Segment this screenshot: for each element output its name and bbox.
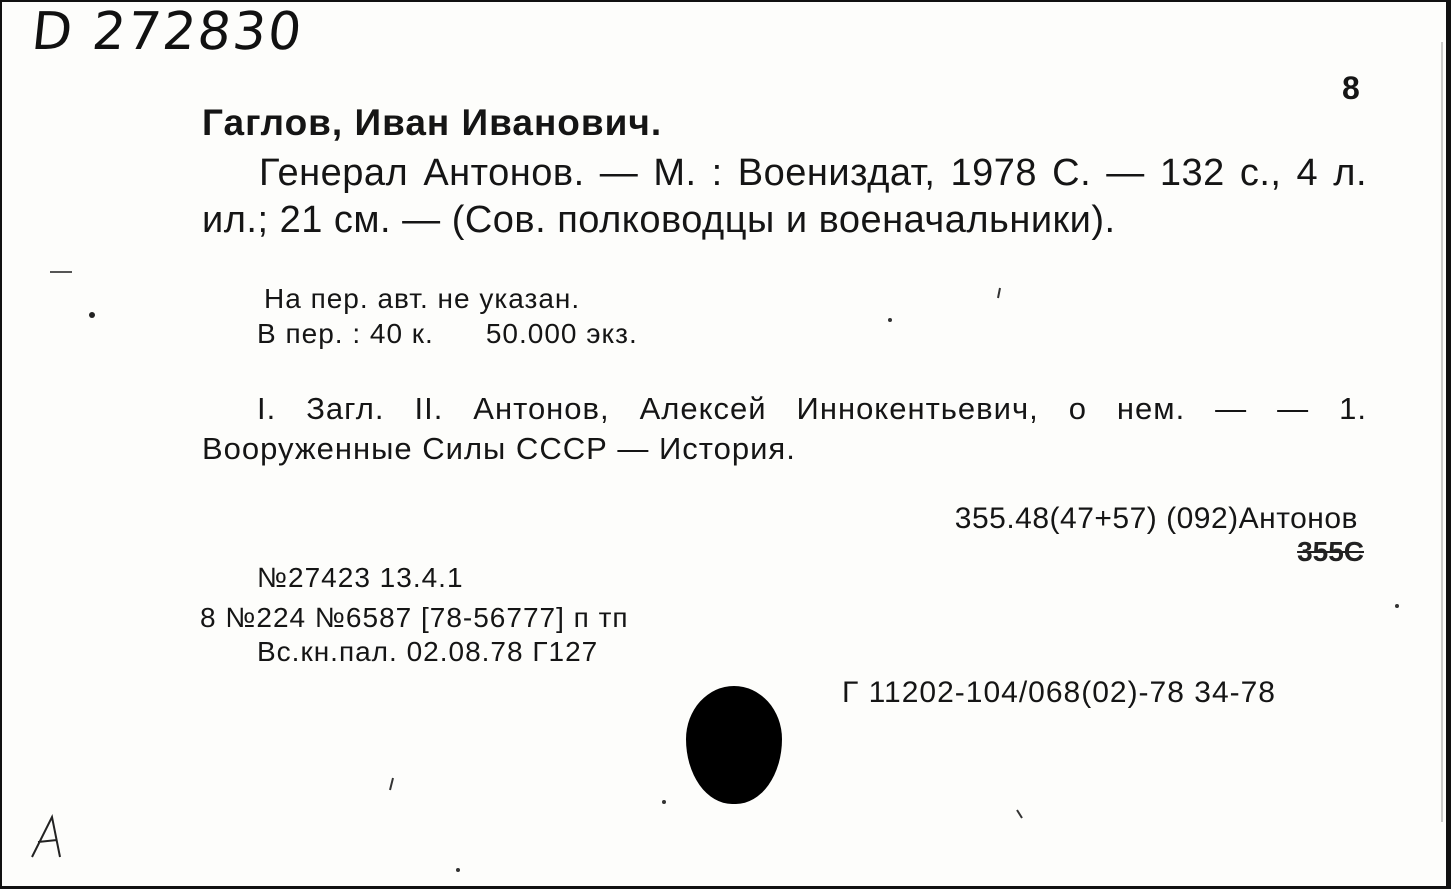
page-number: 8 <box>1342 70 1360 106</box>
catalog-line-3: Вс.кн.пал. 02.08.78 Г127 <box>257 636 599 667</box>
catalog-line-1: №27423 13.4.1 <box>257 562 464 593</box>
handwritten-inventory-number: D 272830 <box>28 2 307 62</box>
index-code: Г 11202-104/068(02)-78 34-78 <box>842 676 1276 709</box>
classification-code: 355.48(47+57) (092)Антонов <box>954 502 1358 535</box>
note-price: В пер. : 40 к. <box>257 318 434 349</box>
catalog-line-2: 8 №224 №6587 [78-56777] п тп <box>200 602 629 633</box>
author-heading: Гаглов, Иван Иванович. <box>202 102 663 143</box>
note-edition: 50.000 экз. <box>485 318 638 349</box>
note-cover: На пер. авт. не указан. <box>264 283 581 314</box>
struck-classification: 355С <box>1297 536 1364 567</box>
punch-hole <box>686 686 782 804</box>
bibliographic-description: Генерал Антонов. — М. : Воениздат, 1978 С. — 132 с., 4 л. ил.; 21 см. — (Сов. полководцы и военачальники). <box>202 152 1367 241</box>
note-price-edition <box>257 318 638 350</box>
tracings: I. Загл. II. Антонов, Алексей Иннокентьевич, о нем. — — 1. Вооруженные Силы СССР — История. <box>202 391 1367 466</box>
